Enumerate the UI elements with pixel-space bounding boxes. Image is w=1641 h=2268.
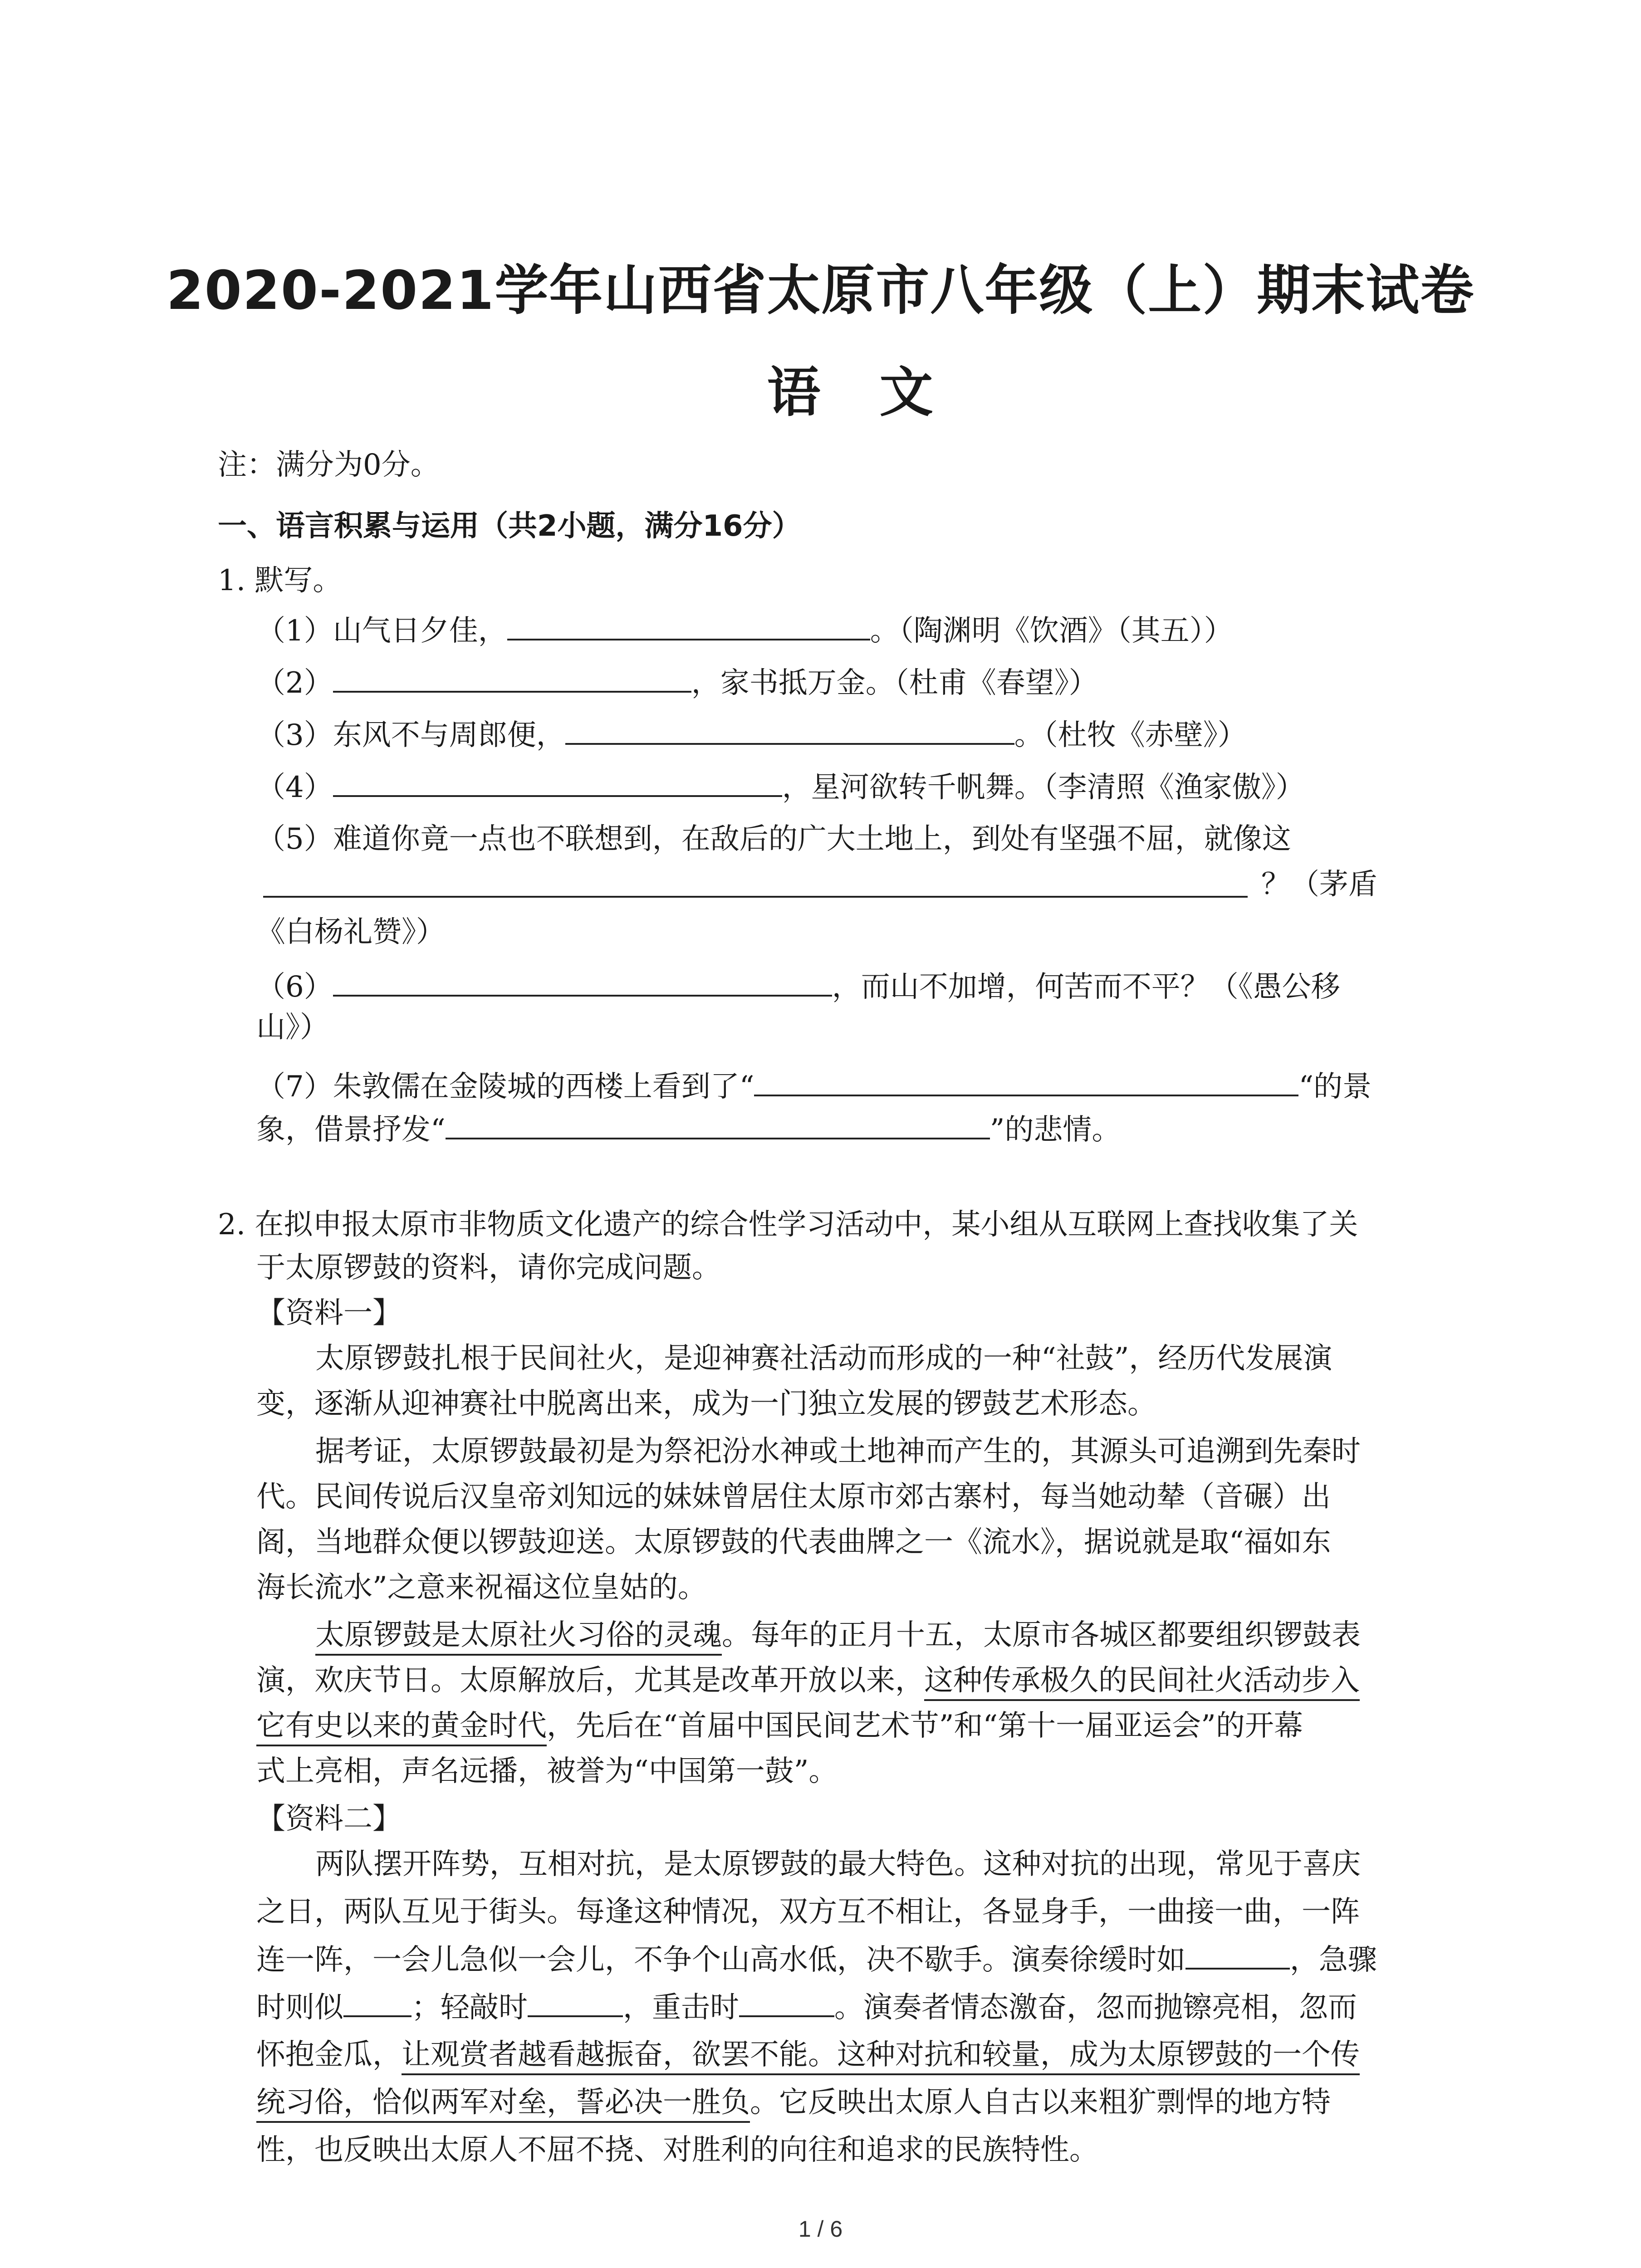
q1-item-5: （5）难道你竟一点也不联想到，在敌后的广大土地上，到处有坚强不屈，就像这 [256, 822, 1291, 856]
q1-item-2 [256, 660, 1098, 706]
paragraph [256, 1658, 1360, 1703]
answer-blank[interactable] [446, 1107, 990, 1139]
underlined-sentence: 让观赏者越看越振奋，欲罢不能。这种对抗和较量，成为太原锣鼓的一个传 [402, 2038, 1360, 2075]
paragraph-text: 连一阵，一会儿急似一会儿，不争个山高水低，决不歇手。演奏徐缓时如 [256, 1943, 1185, 1977]
paragraph: 性，也反映出太原人不屈不挠、对胜利的向往和追求的民族特性。 [256, 2133, 1098, 2167]
paragraph: 阁，当地群众便以锣鼓迎送。太原锣鼓的代表曲牌之一《流水》，据说就是取“福如东 [256, 1525, 1331, 1559]
q2-stem: 2. 在拟申报太原市非物质文化遗产的综合性学习活动中，某小组从互联网上查找收集了关 [218, 1208, 1358, 1242]
q1-item-7-prefix: （7）朱敦儒在金陵城的西楼上看到了“ [256, 1070, 754, 1104]
paragraph [256, 1937, 1377, 1983]
paragraph-text: 怀抱金瓜， [256, 2038, 402, 2072]
answer-blank[interactable] [754, 1064, 1298, 1096]
answer-blank[interactable] [333, 764, 782, 797]
underlined-sentence: 统习俗，恰似两军对垒，誓必决一胜负 [256, 2086, 750, 2123]
q1-item-2-prefix: （2） [256, 666, 333, 700]
answer-blank[interactable] [739, 1984, 834, 2017]
paragraph-text: ，先后在“首届中国民间艺术节”和“第十一届亚运会”的开幕 [547, 1709, 1303, 1743]
answer-blank[interactable] [565, 712, 1014, 745]
q1-item-1 [256, 608, 1233, 654]
paragraph: 据考证，太原锣鼓最初是为祭祀汾水神或土地神而产生的，其源头可追溯到先秦时 [315, 1435, 1361, 1468]
paragraph [256, 2032, 1360, 2077]
paragraph: 式上亮相，声名远播，被誉为“中国第一鼓”。 [256, 1755, 838, 1788]
q1-item-7-mid: “的景 [1298, 1070, 1372, 1104]
q2-stem-cont: 于太原锣鼓的资料，请你完成问题。 [256, 1251, 721, 1285]
underlined-sentence: 这种传承极久的民间社火活动步入 [924, 1664, 1360, 1701]
underlined-sentence: 它有史以来的黄金时代 [256, 1709, 547, 1746]
q1-item-5-suffix: ？（茅盾 [1261, 868, 1377, 901]
paragraph: 海长流水”之意来祝福这位皇姑的。 [256, 1571, 707, 1604]
paragraph-text: 。每年的正月十五，太原市各城区都要组织锣鼓表 [722, 1618, 1361, 1652]
q1-item-2-suffix: ，家书抵万金。（杜甫《春望》） [691, 666, 1098, 700]
paragraph-text: 演，欢庆节日。太原解放后，尤其是改革开放以来， [256, 1664, 924, 1697]
q1-item-6-source: 山》） [256, 1011, 329, 1044]
paragraph: 代。民间传说后汉皇帝刘知远的妹妹曾居住太原市郊古寨村，每当她动辇（音碾）出 [256, 1480, 1331, 1514]
q1-item-1-suffix: 。（陶渊明《饮酒》（其五）） [870, 614, 1233, 648]
paragraph-text: 。它反映出太原人自古以来粗犷剽悍的地方特 [750, 2086, 1331, 2119]
q1-item-6-prefix: （6） [256, 970, 333, 1004]
answer-blank[interactable] [507, 608, 870, 640]
paragraph [256, 2080, 1331, 2125]
answer-blank[interactable] [1185, 1937, 1290, 1970]
q1-item-1-prefix: （1）山气日夕佳， [256, 614, 507, 648]
q1-item-6 [256, 964, 1340, 1010]
q1-item-3-prefix: （3）东风不与周郎便， [256, 719, 565, 752]
subject-title: 语文 [767, 361, 992, 424]
q1-item-7-line2 [256, 1107, 1121, 1153]
paragraph-text: 时则似 [256, 1991, 343, 2024]
q1-item-3-suffix: 。（杜牧《赤壁》） [1014, 719, 1247, 752]
score-note: 注：满分为0分。 [218, 448, 440, 482]
material-2-heading: 【资料二】 [256, 1802, 402, 1836]
answer-blank[interactable] [343, 1984, 411, 2017]
underlined-sentence: 太原锣鼓是太原社火习俗的灵魂 [315, 1618, 722, 1656]
paragraph [256, 1984, 1357, 2030]
paragraph: 之日，两队互见于街头。每逢这种情况，双方互不相让，各显身手，一曲接一曲，一阵 [256, 1895, 1360, 1929]
paragraph-text: ，急骤 [1290, 1943, 1377, 1977]
q1-item-5-source: 《白杨礼赞》） [256, 915, 445, 949]
paragraph: 变，逐渐从迎神赛社中脱离出来，成为一门独立发展的锣鼓艺术形态。 [256, 1387, 1156, 1421]
answer-blank[interactable] [263, 896, 1248, 898]
paragraph [315, 1613, 1361, 1658]
page-number: 1 / 6 [798, 2216, 843, 2242]
q1-item-7 [256, 1064, 1372, 1110]
q1-item-4-prefix: （4） [256, 771, 333, 804]
paragraph: 太原锣鼓扎根于民间社火，是迎神赛社活动而形成的一种“社鼓”，经历代发展演 [315, 1342, 1332, 1375]
answer-blank[interactable] [333, 964, 832, 997]
q1-stem: 1. 默写。 [218, 564, 342, 597]
q1-item-4 [256, 764, 1305, 810]
page-title: 2020-2021学年山西省太原市八年级（上）期末试卷 [166, 259, 1475, 322]
material-1-heading: 【资料一】 [256, 1296, 402, 1330]
paragraph-text: ，重击时 [623, 1991, 739, 2024]
paragraph-text: ；轻敲时 [411, 1991, 528, 2024]
answer-blank[interactable] [528, 1984, 623, 2017]
q1-item-7-prefix2: 象，借景抒发“ [256, 1113, 446, 1147]
answer-blank[interactable] [333, 660, 691, 693]
q1-item-7-suffix: ”的悲情。 [989, 1113, 1121, 1147]
paragraph: 两队摆开阵势，互相对抗，是太原锣鼓的最大特色。这种对抗的出现，常见于喜庆 [315, 1848, 1361, 1881]
paragraph [256, 1703, 1303, 1749]
paragraph-text: 。演奏者情态激奋，忽而抛镲亮相，忽而 [834, 1991, 1357, 2024]
q1-item-6-suffix: ，而山不加增，何苦而不平？（《愚公移 [832, 970, 1340, 1004]
q1-item-4-suffix: ，星河欲转千帆舞。（李清照《渔家傲》） [782, 771, 1305, 804]
section-heading: 一、语言积累与运用（共2小题，满分16分） [218, 509, 801, 543]
q1-item-3 [256, 712, 1247, 758]
